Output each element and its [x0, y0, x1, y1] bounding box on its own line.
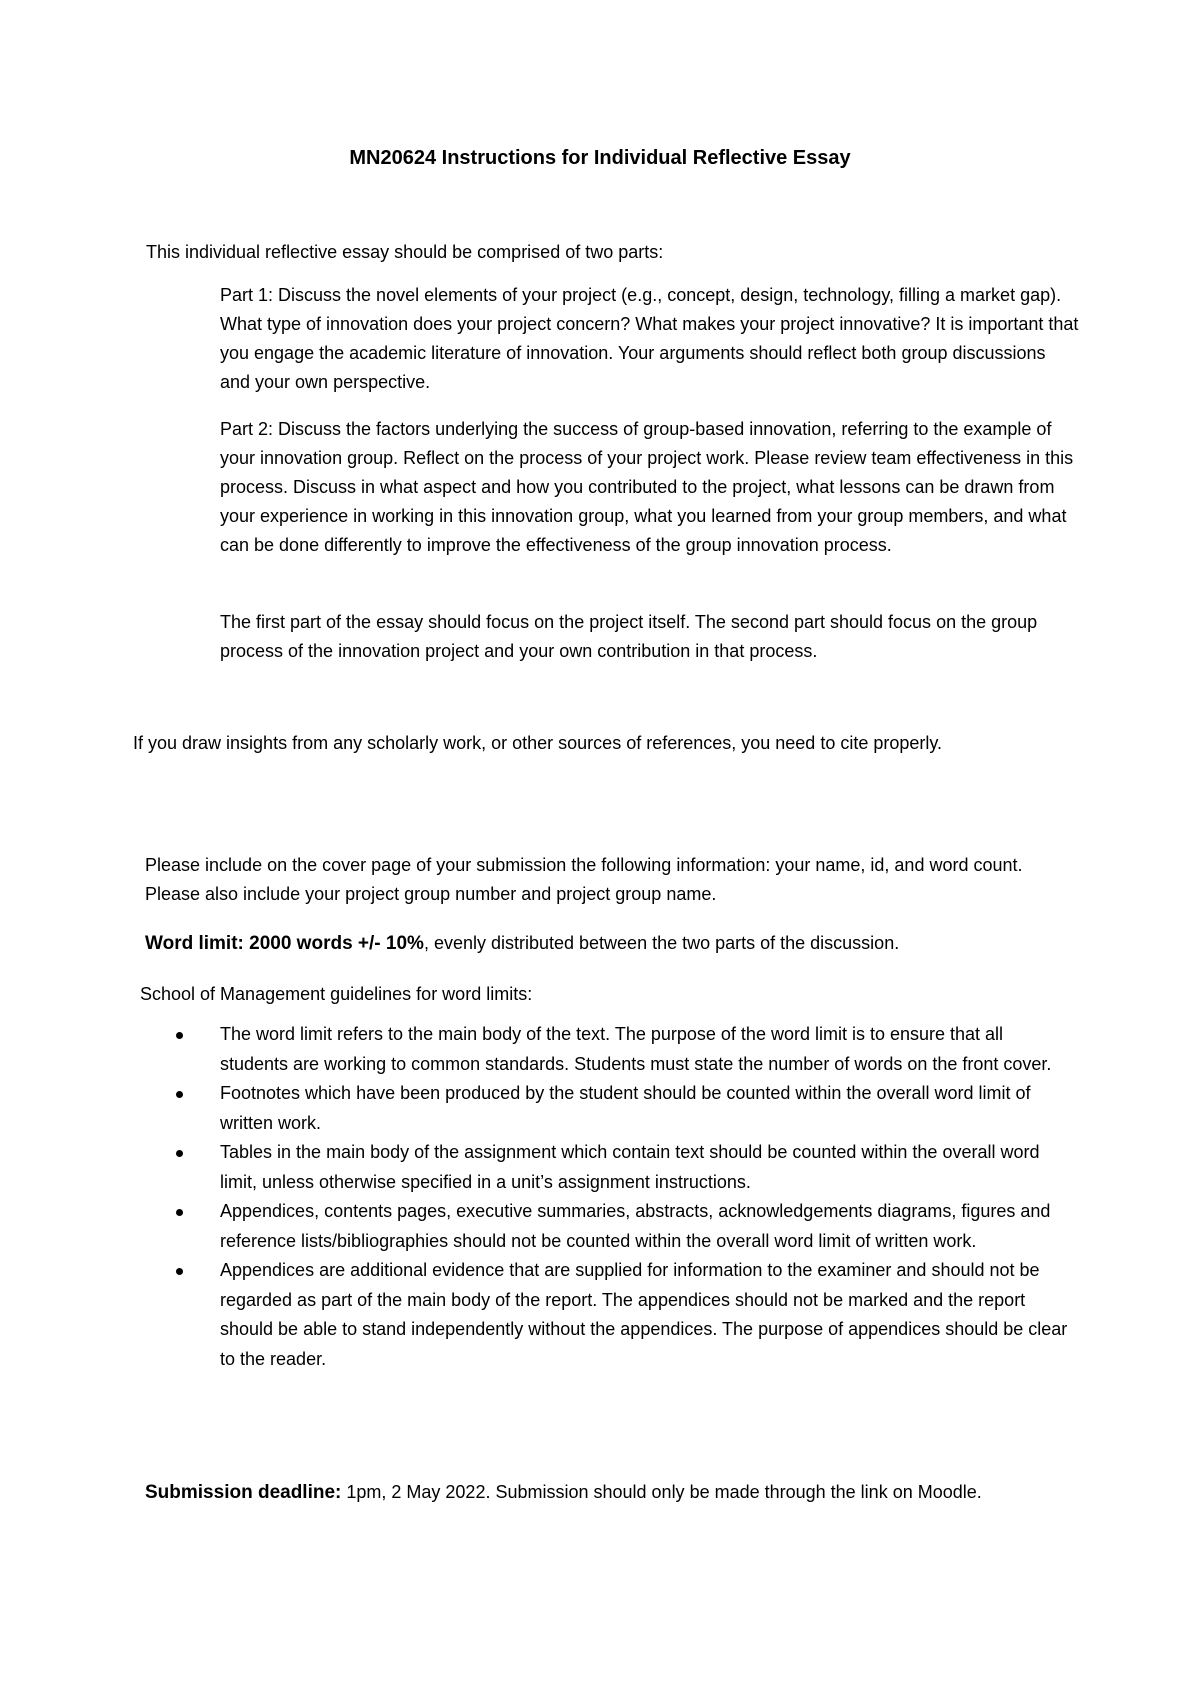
focus-paragraph: The first part of the essay should focus on the project itself. The second part should focus on the group process of the innovation project and your own contribution in that process.	[220, 612, 1038, 661]
bullet-icon	[176, 1032, 183, 1039]
deadline-paragraph	[145, 1478, 1135, 1507]
bullet-icon	[176, 1091, 183, 1098]
word-limit-paragraph	[145, 929, 1105, 958]
part2-paragraph: Part 2: Discuss the factors underlying the success of group-based innovation, referring to the example of your innovation group. Reflect on the process of your project work. Please review team effectiveness in this process. Discuss in what aspect and how you contributed to the project, what lessons can be drawn from your experience in working in this innovation group, what you learned from your group members, and what can be done differently to improve the effectiveness of the group innovation process.	[220, 419, 1074, 555]
list-item	[220, 1079, 1070, 1138]
part1-paragraph: Part 1: Discuss the novel elements of your project (e.g., concept, design, technology, filling a market gap). What type of innovation does your project concern? What makes your project innovative? It is important that you engage the academic literature of innovation. Your arguments should reflect both group discussions and your own perspective.	[220, 285, 1079, 392]
citation-paragraph: If you draw insights from any scholarly work, or other sources of references, you need to cite properly.	[133, 733, 943, 753]
word-limit-label: Word limit: 2000 words +/- 10%	[145, 933, 424, 954]
list-item	[220, 1138, 1070, 1197]
deadline-text: 1pm, 2 May 2022. Submission should only be made through the link on Moodle.	[341, 1482, 982, 1502]
list-item-text: Appendices, contents pages, executive summaries, abstracts, acknowledgements diagrams, figures and reference lists/bibliographies should not be counted within the overall word limit of written work.	[220, 1201, 1051, 1251]
list-item-text: Footnotes which have been produced by the student should be counted within the overall word limit of written work.	[220, 1083, 1031, 1133]
guidelines-list	[220, 1020, 1070, 1374]
list-item-text: Tables in the main body of the assignment which contain text should be counted within the overall word limit, unless otherwise specified in a unit’s assignment instructions.	[220, 1142, 1040, 1192]
list-item-text: The word limit refers to the main body of the text. The purpose of the word limit is to ensure that all students are working to common standards. Students must state the number of words on the front cover.	[220, 1024, 1052, 1074]
word-limit-text: , evenly distributed between the two parts of the discussion.	[423, 933, 900, 953]
bullet-icon	[176, 1150, 183, 1157]
cover-page-paragraph: Please include on the cover page of your submission the following information: your name, id, and word count. Please also include your project group number and project group name.	[145, 855, 1023, 904]
intro-paragraph: This individual reflective essay should be comprised of two parts:	[146, 242, 664, 262]
guidelines-heading: School of Management guidelines for word limits:	[140, 984, 533, 1004]
list-item	[220, 1256, 1070, 1374]
bullet-icon	[176, 1209, 183, 1216]
list-item-text: Appendices are additional evidence that are supplied for information to the examiner and should not be regarded as part of the main body of the report. The appendices should not be marked and the report should be able to stand independently without the appendices. The purpose of appendices should be clear to the reader.	[220, 1260, 1068, 1369]
list-item	[220, 1197, 1070, 1256]
list-item	[220, 1020, 1070, 1079]
deadline-label: Submission deadline:	[145, 1482, 342, 1503]
document-title: MN20624 Instructions for Individual Reflective Essay	[349, 147, 851, 169]
bullet-icon	[176, 1268, 183, 1275]
